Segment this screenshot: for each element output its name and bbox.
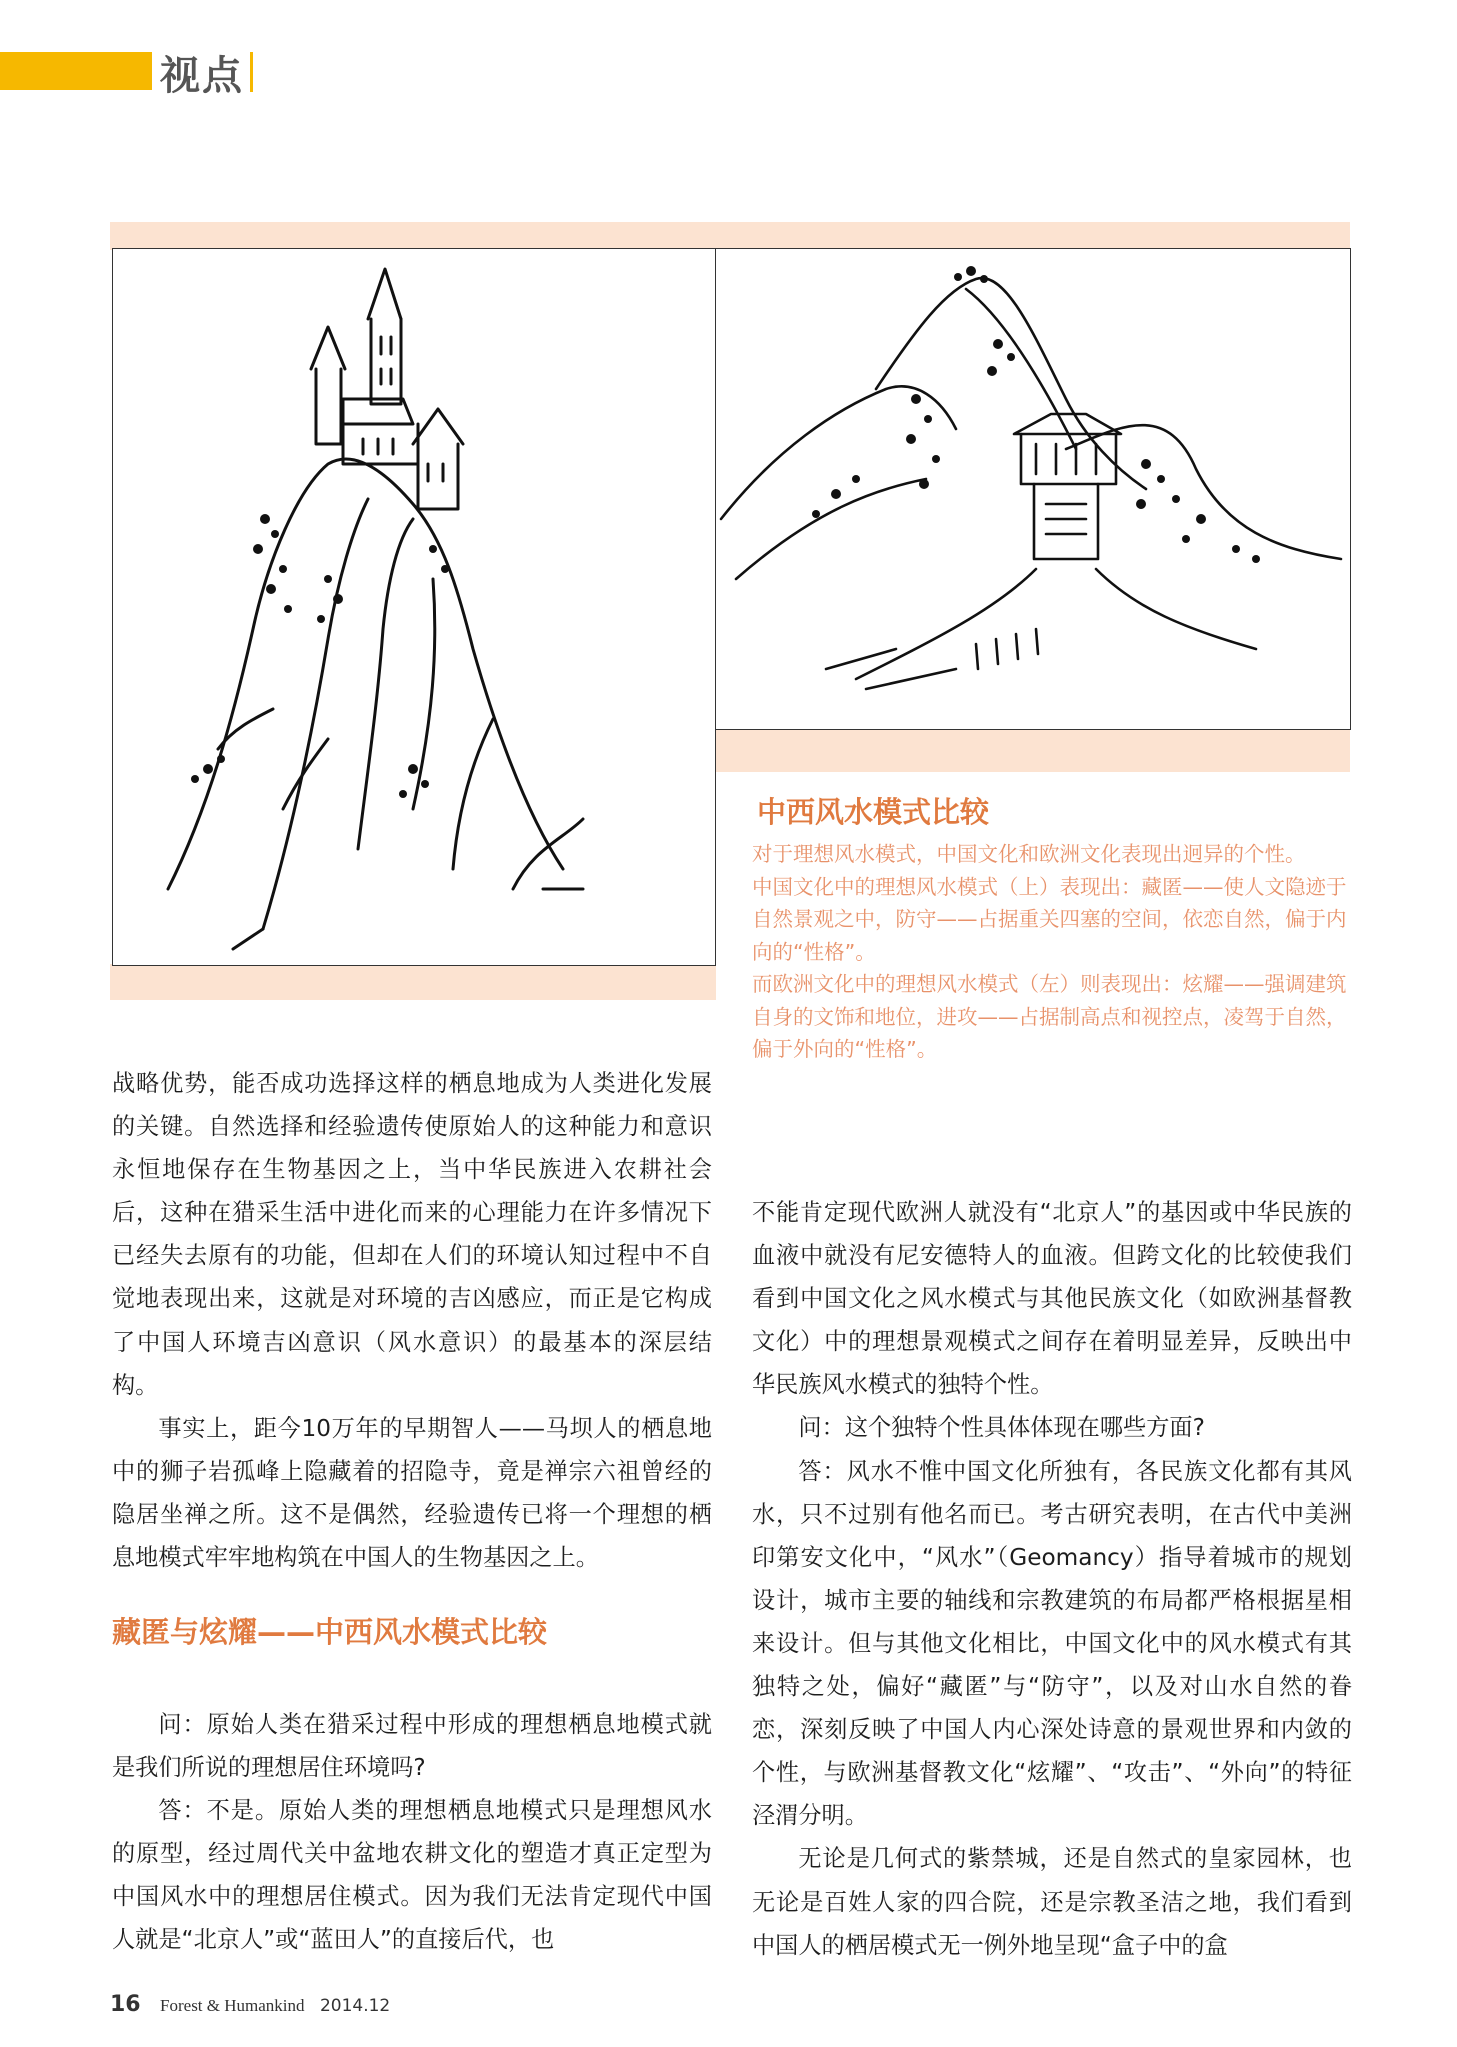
paragraph: 问：这个独特个性具体体现在哪些方面? [798,1414,1205,1442]
issue-date: 2014.12 [319,1996,391,2016]
section-color-bar [0,52,152,90]
temple-in-mountains-drawing [716,249,1350,729]
left-text-column [112,1062,712,1579]
page-footer [110,1992,390,2017]
paragraph: 战略优势，能否成功选择这样的栖息地成为人类进化发展的关键。自然选择和经验遗传使原始人的这种能力和意识永恒地保存在生物基因之上，当中华民族进入农耕社会后，这种在猎采生活中进化而来的心理能力在许多情况下已经失去原有的功能，但却在人们的环境认知过程中不自觉地表现出来，这就是对环境的吉凶感应，而正是它构成了中国人环境吉凶意识（风水意识）的最基本的深层结构。 [112,1070,712,1399]
section-title: 视点 [160,53,244,99]
figure-band-left-bottom [110,964,716,1000]
chinese-dwelling-illustration [715,248,1351,730]
castle-on-peak-drawing [113,249,715,965]
page-number: 16 [110,1992,141,2017]
castle-illustration [112,248,716,966]
paragraph: 答：风水不惟中国文化所独有，各民族文化都有其风水，只不过别有他名而已。考古研究表明，在古代中美洲印第安文化中，“风水”（Geomancy）指导着城市的规划设计，城市主要的轴线和宗教建筑的布局都严格根据星相来设计。但与其他文化相比，中国文化中的风水模式有其独特之处，偏好“藏匿”与“防守”，以及对山水自然的眷恋，深刻反映了中国人内心深处诗意的景观世界和内敛的个性，与欧洲基督教文化“炫耀”、“攻击”、“外向”的特征泾渭分明。 [752,1457,1352,1830]
caption-line: 中国文化中的理想风水模式（上）表现出：藏匿——使人文隐迹于自然景观之中，防守——占据重关四塞的空间，依恋自然，偏于内向的“性格”。 [752,874,1347,964]
paragraph: 答：不是。原始人类的理想栖息地模式只是理想风水的原型，经过周代关中盆地农耕文化的塑造才真正定型为中国风水中的理想居住模式。因为我们无法肯定现代中国人就是“北京人”或“蓝田人”的直接后代，也 [112,1797,712,1954]
paragraph: 事实上，距今10万年的早期智人——马坝人的栖息地中的狮子岩孤峰上隐藏着的招隐寺，竟是禅宗六祖曾经的隐居坐禅之所。这不是偶然，经验遗传已将一个理想的栖息地模式牢牢地构筑在中国人的生物基因之上。 [112,1414,712,1572]
paragraph: 无论是几何式的紫禁城，还是自然式的皇家园林，也无论是百姓人家的四合院，还是宗教圣洁之地，我们看到中国人的栖居模式无一例外地呈现“盒子中的盒 [752,1845,1352,1959]
paragraph: 不能肯定现代欧洲人就没有“北京人”的基因或中华民族的血液中就没有尼安德特人的血液。但跨文化的比较使我们看到中国文化之风水模式与其他民族文化（如欧洲基督教文化）中的理想景观模式之间存在着明显差异，反映出中华民族风水模式的独特个性。 [752,1199,1352,1399]
figure-band-top [110,222,1350,250]
caption-line: 对于理想风水模式，中国文化和欧洲文化表现出迥异的个性。 [752,842,1306,866]
section-divider [250,52,253,92]
caption-body [752,838,1352,1066]
caption-title: 中西风水模式比较 [757,795,990,829]
section-heading: 藏匿与炫耀——中西风水模式比较 [112,1615,548,1649]
caption-line: 而欧洲文化中的理想风水模式（左）则表现出：炫耀——强调建筑自身的文饰和地位，进攻——占据制高点和视控点，凌驾于自然，偏于外向的“性格”。 [752,972,1347,1061]
left-text-column-lower [112,1703,712,1962]
paragraph: 问：原始人类在猎采过程中形成的理想栖息地模式就是我们所说的理想居住环境吗? [112,1711,712,1782]
right-text-column [752,1191,1352,1967]
magazine-name: Forest & Humankind [160,1996,305,2015]
